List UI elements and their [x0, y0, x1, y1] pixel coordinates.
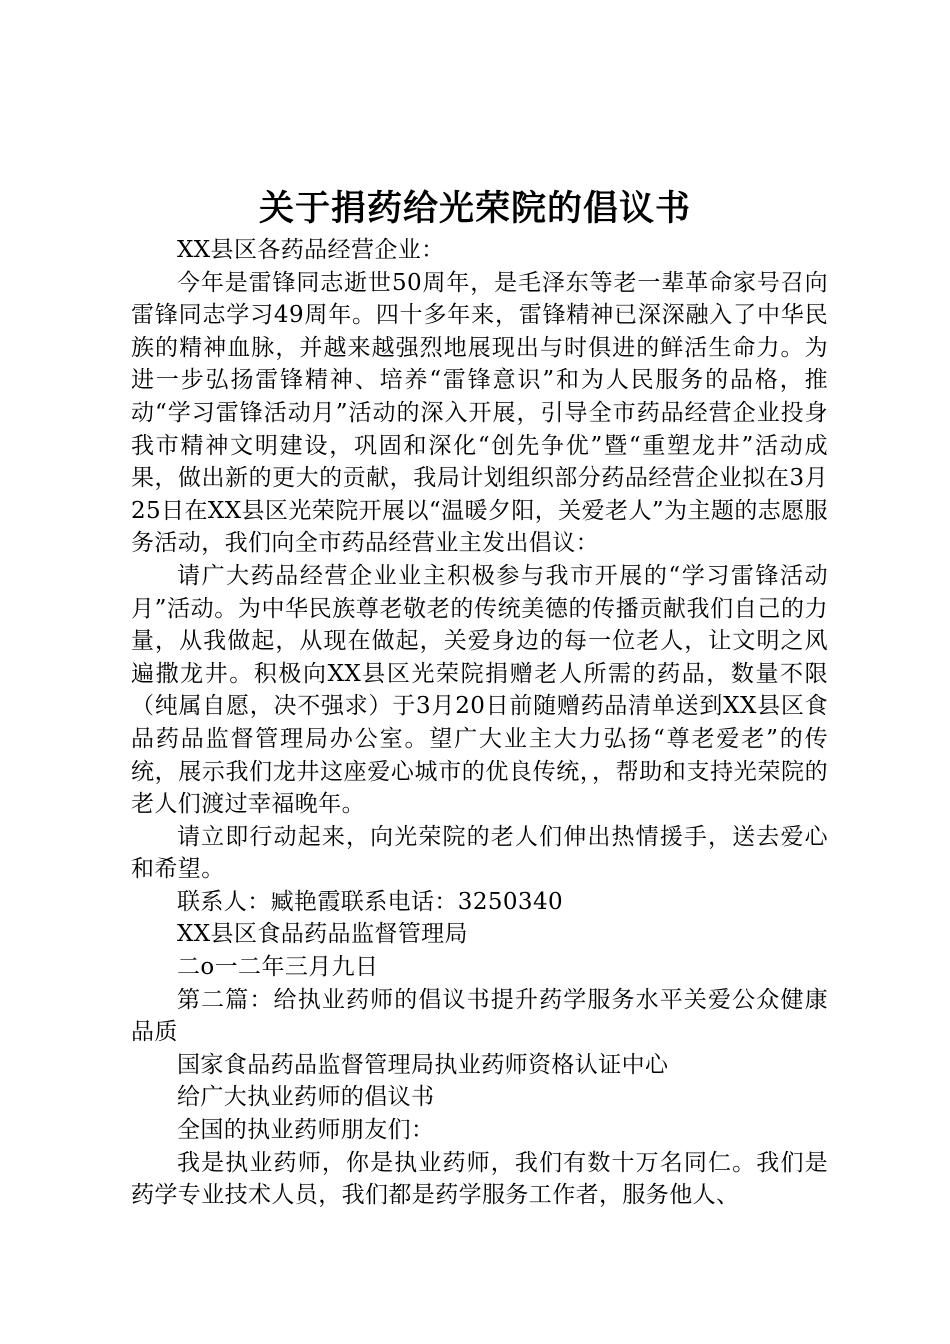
salutation: 全国的执业药师朋友们：	[177, 1117, 435, 1144]
document-title: 关于捐药给光荣院的倡议书	[258, 189, 691, 229]
contact-line: 联系人：臧艳霞联系电话：3250340	[177, 888, 564, 915]
signature-date: 二o一二年三月九日	[177, 954, 379, 981]
paragraph: 请广大药品经营企业业主积极参与我市开展的“学习雷锋活动月”活动。为中华民族尊老敬老的传统美德的传播贡献我们自己的力量，从我做起，从现在做起，关爱身边的每一位老人，让文明之风遍撒龙井。积极向XX县区光荣院捐赠老人所需的药品，数量不限（纯属自愿，决不强求）于3月20日前随赠药品清单送到XX县区食品药品监督管理局办公室。望广大业主大力弘扬“尊老爱老”的传统，展示我们龙井这座爱心城市的优良传统，，帮助和支持光荣院的老人们渡过幸福晚年。	[131, 562, 828, 818]
salutation: XX县区各药品经营企业：	[177, 237, 445, 263]
document-body	[131, 234, 828, 1212]
paragraph: 请立即行动起来，向光荣院的老人们伸出热情援手，送去爱心和希望。	[131, 823, 828, 883]
section-heading: 第二篇：给执业药师的倡议书提升药学服务水平关爱公众健康品质	[131, 986, 828, 1046]
subtitle-line: 给广大执业药师的倡议书	[177, 1084, 435, 1111]
issuer-line: 国家食品药品监督管理局执业药师资格认证中心	[177, 1051, 669, 1078]
paragraph: 今年是雷锋同志逝世50周年，是毛泽东等老一辈革命家号召向雷锋同志学习49周年。四十多年来，雷锋精神已深深融入了中华民族的精神血脉，并越来越强烈地展现出与时俱进的鲜活生命力。为进一步弘扬雷锋精神、培养“雷锋意识”和为人民服务的品格，推动“学习雷锋活动月”活动的深入开展，引导全市药品经营企业投身我市精神文明建设，巩固和深化“创先争优”暨“重塑龙井”活动成果，做出新的更大的贡献，我局计划组织部分药品经营企业拟在3月25日在XX县区光荣院开展以“温暖夕阳，关爱老人”为主题的志愿服务活动，我们向全市药品经营业主发出倡议：	[131, 269, 828, 557]
signature-organization: XX县区食品药品监督管理局	[177, 921, 468, 948]
paragraph: 我是执业药师，你是执业药师，我们有数十万名同仁。我们是药学专业技术人员，我们都是药学服务工作者，服务他人、	[131, 1149, 828, 1209]
